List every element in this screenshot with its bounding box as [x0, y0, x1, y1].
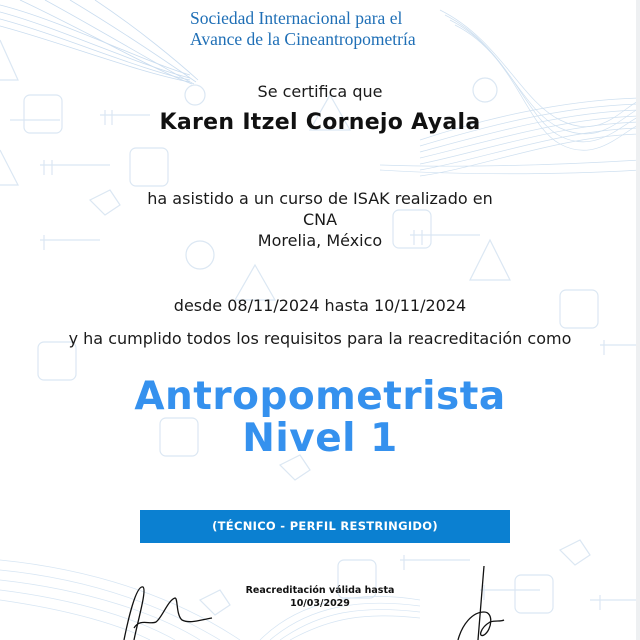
recipient-name: Karen Itzel Cornejo Ayala [159, 110, 481, 135]
signature-left [124, 587, 212, 640]
validity-date: 10/03/2029 [290, 598, 350, 609]
certify-intro: Se certifica que [257, 82, 383, 101]
course-location: Morelia, México [257, 231, 383, 250]
signature-right [458, 566, 504, 640]
course-venue: CNA [302, 210, 338, 229]
course-line: ha asistido a un curso de ISAK realizado en [147, 189, 493, 208]
validity-label: Reacreditación válida hasta [245, 585, 395, 596]
level-title: Antropometrista [134, 374, 506, 419]
organization-line-1: Sociedad Internacional para el [190, 8, 403, 28]
profile-banner: (TÉCNICO - PERFIL RESTRINGIDO) [140, 510, 510, 543]
course-dates: desde 08/11/2024 hasta 10/11/2024 [173, 296, 467, 315]
requirements-statement: y ha cumplido todos los requisitos para la reacreditación como [68, 329, 572, 348]
level-number: Nivel 1 [242, 416, 398, 461]
organization-line-2: Avance de la Cineantropometría [190, 29, 416, 49]
